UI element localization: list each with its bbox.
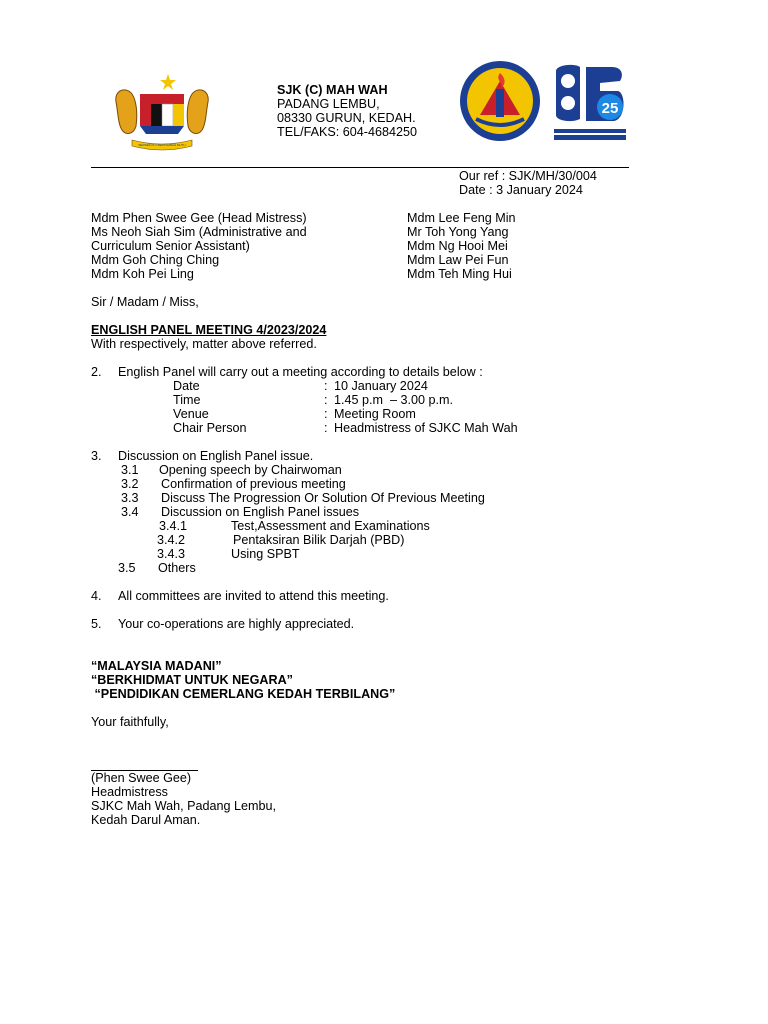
agenda-item-number: 3.3: [121, 491, 139, 505]
detail-colon: :: [324, 379, 328, 393]
recipient-left: Mdm Koh Pei Ling: [91, 267, 194, 281]
detail-label: Date: [173, 379, 200, 393]
recipient-left: Mdm Phen Swee Gee (Head Mistress): [91, 211, 307, 225]
detail-colon: :: [324, 393, 328, 407]
agenda-item-text: Discussion on English Panel issues: [161, 505, 360, 519]
para3-number: 3.: [91, 449, 102, 463]
coat-of-arms-motto: BERSEKUTU BERTAMBAH MUTU: [138, 143, 186, 147]
para2-number: 2.: [91, 365, 102, 379]
closing: Your faithfully,: [91, 715, 169, 729]
agenda-item-number: 3.1: [121, 463, 139, 477]
signatory-name: (Phen Swee Gee): [91, 771, 192, 785]
recipient-right: Mdm Teh Ming Hui: [407, 267, 512, 281]
detail-colon: :: [324, 407, 328, 421]
para5-number: 5.: [91, 617, 102, 631]
header-divider: [91, 167, 629, 168]
slogan: “MALAYSIA MADANI”: [91, 659, 222, 673]
school-crest-logo: [458, 59, 542, 143]
school-address-line1: PADANG LEMBU,: [277, 97, 380, 111]
signatory-school: SJKC Mah Wah, Padang Lembu,: [91, 799, 277, 813]
detail-value: Meeting Room: [334, 407, 416, 421]
agenda-subitem-number: 3.4.3: [157, 547, 186, 561]
recipient-right: Mr Toh Yong Yang: [407, 225, 509, 239]
agenda-subitem-text: Using SPBT: [231, 547, 300, 561]
agenda-item-number: 3.5: [118, 561, 136, 575]
detail-value: 10 January 2024: [334, 379, 428, 393]
detail-label: Chair Person: [173, 421, 247, 435]
intro-text: With respectively, matter above referred.: [91, 337, 317, 351]
agenda-item-text: Confirmation of previous meeting: [161, 477, 346, 491]
para4-text: All committees are invited to attend this meeting.: [118, 589, 389, 603]
malaysia-coat-of-arms-logo: [112, 72, 212, 152]
agenda-item-text: Others: [158, 561, 196, 575]
detail-value: Headmistress of SJKC Mah Wah: [334, 421, 518, 435]
school-address-line2: 08330 GURUN, KEDAH.: [277, 111, 416, 125]
recipient-left: Mdm Goh Ching Ching: [91, 253, 220, 267]
recipient-left: Ms Neoh Siah Sim (Administrative and: [91, 225, 307, 239]
agenda-item-text: Opening speech by Chairwoman: [159, 463, 342, 477]
slogan: “BERKHIDMAT UNTUK NEGARA”: [91, 673, 293, 687]
anniversary-number: 25: [601, 100, 619, 117]
school-tel: TEL/FAKS: 604-4684250: [277, 125, 418, 139]
para2-text: English Panel will carry out a meeting according to details below :: [118, 365, 483, 379]
subject-heading: ENGLISH PANEL MEETING 4/2023/2024: [91, 323, 327, 337]
agenda-item-text: Discuss The Progression Or Solution Of Previous Meeting: [161, 491, 485, 505]
agenda-subitem-number: 3.4.2: [157, 533, 186, 547]
letter-date: Date : 3 January 2024: [459, 183, 583, 197]
slogan: “PENDIDIKAN CEMERLANG KEDAH TERBILANG”: [91, 687, 396, 701]
agenda-subitem-text: Test,Assessment and Examinations: [231, 519, 430, 533]
signatory-state: Kedah Darul Aman.: [91, 813, 201, 827]
recipient-right: Mdm Law Pei Fun: [407, 253, 509, 267]
salutation: Sir / Madam / Miss,: [91, 295, 199, 309]
agenda-item-number: 3.4: [121, 505, 139, 519]
para4-number: 4.: [91, 589, 102, 603]
agenda-subitem-number: 3.4.1: [159, 519, 188, 533]
agenda-subitem-text: Pentaksiran Bilik Darjah (PBD): [233, 533, 405, 547]
recipient-right: Mdm Ng Hooi Mei: [407, 239, 508, 253]
recipient-right: Mdm Lee Feng Min: [407, 211, 516, 225]
para3-text: Discussion on English Panel issue.: [118, 449, 314, 463]
signatory-title: Headmistress: [91, 785, 168, 799]
school-name: SJK (C) MAH WAH: [277, 83, 388, 97]
detail-value: 1.45 p.m – 3.00 p.m.: [334, 393, 454, 407]
para5-text: Your co-operations are highly appreciated.: [118, 617, 355, 631]
agenda-item-number: 3.2: [121, 477, 139, 491]
anniversary-25-logo: [552, 61, 628, 141]
detail-label: Time: [173, 393, 201, 407]
recipient-left: Curriculum Senior Assistant): [91, 239, 250, 253]
our-ref: Our ref : SJK/MH/30/004: [459, 169, 597, 183]
detail-label: Venue: [173, 407, 209, 421]
detail-colon: :: [324, 421, 328, 435]
